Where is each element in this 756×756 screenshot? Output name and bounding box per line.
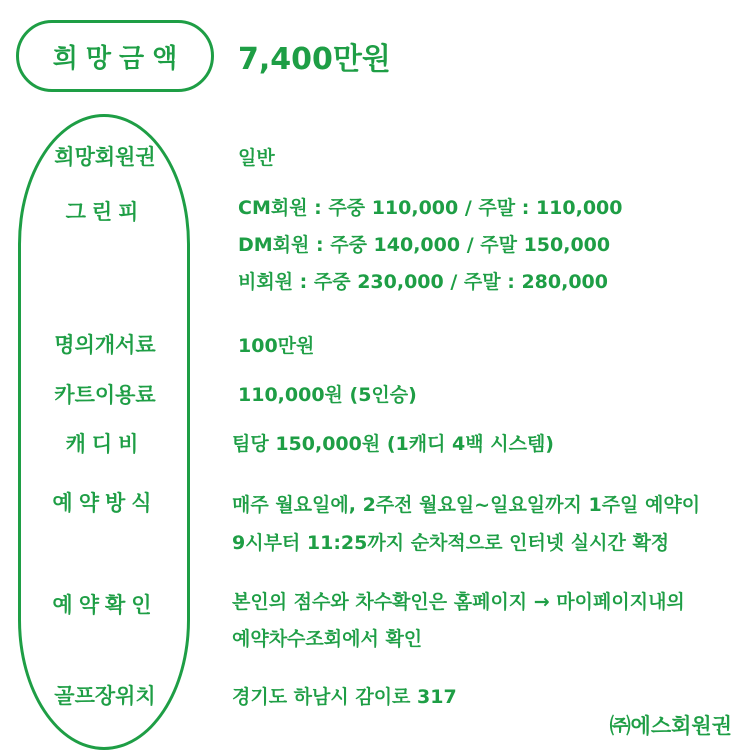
cart-fee-label: 카트이용료 bbox=[54, 383, 156, 407]
transfer-fee-label: 명의개서료 bbox=[54, 333, 156, 357]
reservation-check-label: 예약확인 bbox=[52, 593, 158, 617]
desired-amount-label-pill bbox=[16, 20, 214, 92]
green-fee-dm-member: DM회원 : 주중 140,000 / 주말 150,000 bbox=[238, 234, 611, 256]
golf-course-location-label: 골프장위치 bbox=[54, 684, 156, 708]
reservation-method-label: 예약방식 bbox=[52, 491, 158, 515]
company-name: ㈜에스회원권 bbox=[609, 714, 732, 738]
green-fee-label: 그린피 bbox=[65, 200, 145, 224]
desired-amount-label: 희망금액 bbox=[52, 43, 186, 74]
caddie-fee-value: 팀당 150,000원 (1캐디 4백 시스템) bbox=[232, 433, 554, 455]
membership-type-value: 일반 bbox=[238, 147, 275, 169]
desired-amount-value: 7,400만원 bbox=[238, 42, 391, 77]
membership-type-label: 희망회원권 bbox=[54, 145, 156, 169]
reservation-method-line-2: 9시부터 11:25까지 순차적으로 인터넷 실시간 확정 bbox=[232, 532, 670, 554]
reservation-check-line-2: 예약차수조회에서 확인 bbox=[232, 628, 423, 650]
green-fee-cm-member: CM회원 : 주중 110,000 / 주말 : 110,000 bbox=[238, 197, 623, 219]
golf-course-location-value: 경기도 하남시 감이로 317 bbox=[232, 686, 457, 708]
green-fee-non-member: 비회원 : 주중 230,000 / 주말 : 280,000 bbox=[238, 271, 608, 293]
caddie-fee-label: 캐디비 bbox=[65, 432, 145, 456]
transfer-fee-value: 100만원 bbox=[238, 335, 315, 357]
reservation-check-line-1: 본인의 점수와 차수확인은 홈페이지 → 마이페이지내의 bbox=[232, 591, 685, 613]
cart-fee-value: 110,000원 (5인승) bbox=[238, 384, 417, 406]
reservation-method-line-1: 매주 월요일에, 2주전 월요일~일요일까지 1주일 예약이 bbox=[232, 494, 701, 516]
